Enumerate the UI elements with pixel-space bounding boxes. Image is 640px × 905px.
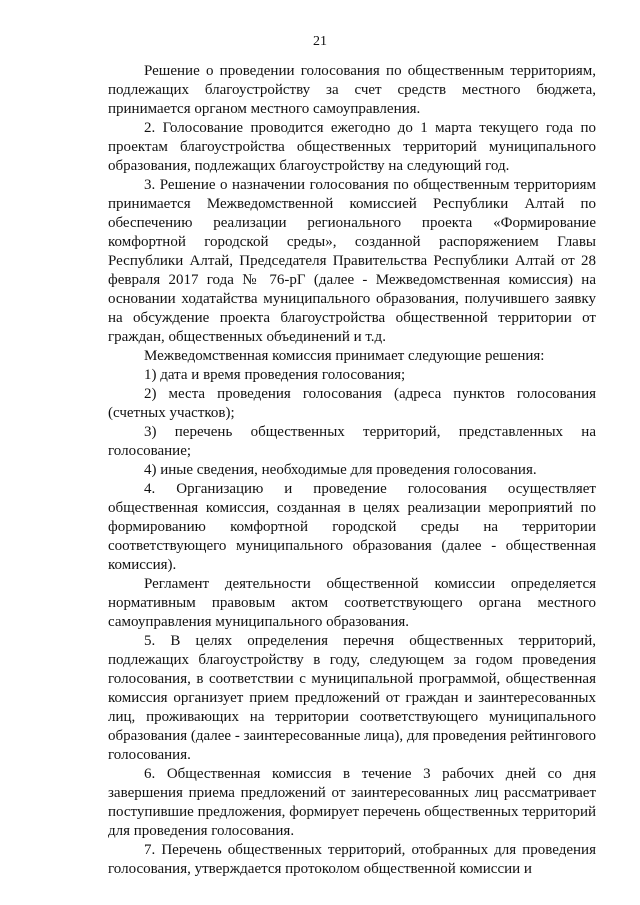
paragraph: 2. Голосование проводится ежегодно до 1 марта текущего года по проектам благоустройства общественных территорий муниципального образования, подлежащих благоустройству на следующий год.: [108, 120, 596, 174]
list-item: 1) дата и время проведения голосования;: [144, 367, 406, 383]
paragraph: 7. Перечень общественных территорий, отобранных для проведения голосования, утверждается протоколом общественной комиссии и: [108, 842, 596, 877]
paragraph: Регламент деятельности общественной комиссии определяется нормативным правовым актом соответствующего органа местного самоуправления муниципального образования.: [108, 576, 596, 630]
page-number: 21: [313, 34, 327, 49]
list-item: 4) иные сведения, необходимые для проведения голосования.: [144, 462, 537, 478]
paragraph: 4. Организацию и проведение голосования осуществляет общественная комиссия, созданная в целях реализации мероприятий по формированию комфортной городской среды на территории соответствующего муниципального образования (далее - общественная комиссия).: [108, 481, 596, 573]
paragraph: 3. Решение о назначении голосования по общественным территориям принимается Межведомственной комиссией Республики Алтай по обеспечению реализации регионального проекта «Формирование комфортной городской среды», созданной распоряжением Главы Республики Алтай, Председателя Правительства Республики Алтай от 28 февраля 2017 года № 76-рГ (далее - Межведомственная комиссия) на основании ходатайства муниципального образования, получившего заявку на обсуждение проекта благоустройства общественной территории от граждан, общественных объединений и т.д.: [108, 177, 596, 345]
paragraph: Межведомственная комиссия принимает следующие решения:: [144, 348, 545, 364]
list-item: 2) места проведения голосования (адреса пунктов голосования (счетных участков);: [108, 386, 596, 421]
list-item: 3) перечень общественных территорий, представленных на голосование;: [108, 424, 596, 459]
document-body: [108, 62, 596, 879]
paragraph: Решение о проведении голосования по общественным территориям, подлежащих благоустройству за счет средств местного бюджета, принимается органом местного самоуправления.: [108, 63, 596, 117]
paragraph: 5. В целях определения перечня общественных территорий, подлежащих благоустройству в году, следующем за годом проведения голосования, в соответствии с муниципальной программой, общественная комиссия организует прием предложений от граждан и заинтересованных лиц, проживающих на территории соответствующего муниципального образования (далее - заинтересованные лица), для проведения рейтингового голосования.: [108, 633, 596, 763]
paragraph: 6. Общественная комиссия в течение 3 рабочих дней со дня завершения приема предложений от заинтересованных лиц рассматривает поступившие предложения, формирует перечень общественных территорий для проведения голосования.: [108, 766, 596, 839]
